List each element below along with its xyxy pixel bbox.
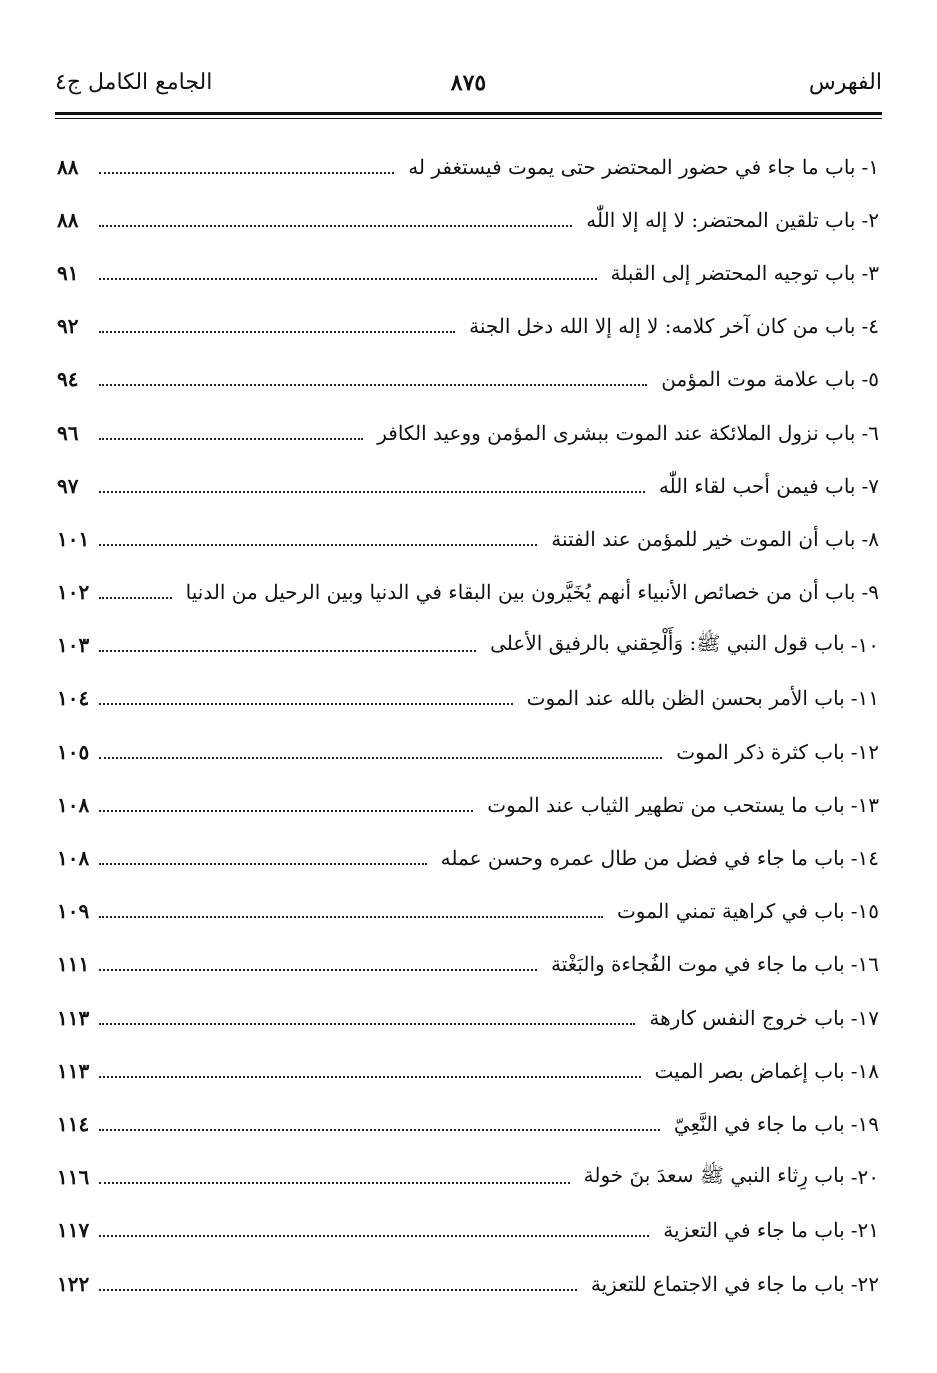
entry-page: ١٠٢ — [57, 580, 90, 605]
toc-entry — [57, 140, 879, 193]
entry-page: ٩٤ — [57, 367, 79, 392]
dot-leader — [99, 1235, 649, 1237]
entry-title: باب فيمن أحب لقاء اللّٰه — [658, 473, 856, 498]
page-header — [55, 70, 882, 106]
toc-entry — [57, 512, 879, 565]
dot-leader — [99, 278, 597, 280]
entry-number: ١١- — [850, 686, 879, 711]
page-number: ٨٧٥ — [450, 70, 487, 96]
dot-leader — [99, 863, 427, 865]
toc-entry — [57, 725, 879, 778]
entry-number: ٧- — [861, 473, 879, 498]
entry-number: ٦- — [861, 420, 879, 445]
header-rule-thick — [55, 112, 882, 115]
dot-leader — [99, 491, 645, 493]
entry-page: ٩٢ — [57, 314, 79, 339]
toc-entry — [57, 778, 879, 831]
entry-page: ١١٣ — [57, 1005, 90, 1030]
entry-number: ١٨- — [850, 1058, 879, 1083]
dot-leader — [99, 544, 537, 546]
entry-number: ١٧- — [850, 1005, 879, 1030]
dot-leader — [99, 172, 394, 174]
dot-leader — [99, 1129, 660, 1131]
entry-page: ١٠٨ — [57, 846, 90, 871]
dot-leader — [99, 703, 513, 705]
toc-entry — [57, 406, 879, 459]
toc-entry — [57, 885, 879, 938]
dot-leader — [99, 1182, 570, 1184]
entry-number: ١٦- — [850, 952, 879, 977]
entry-number: ١٠- — [850, 633, 879, 658]
toc-entry — [57, 1204, 879, 1257]
dot-leader — [99, 331, 455, 333]
toc-entry — [57, 831, 879, 884]
entry-number: ١٢- — [850, 739, 879, 764]
toc-entry — [57, 246, 879, 299]
table-of-contents — [57, 140, 879, 1310]
entry-title: باب كثرة ذكر الموت — [676, 739, 845, 764]
entry-number: ٢- — [861, 207, 879, 232]
entry-title: باب الأمر بحسن الظن بالله عند الموت — [526, 686, 845, 711]
entry-title: باب ما جاء في حضور المحتضر حتى يموت فيستغفر له — [408, 154, 856, 179]
entry-title: باب ما يستحب من تطهير الثياب عند الموت — [487, 792, 845, 817]
entry-title: باب إغماض بصر الميت — [654, 1058, 845, 1083]
entry-page: ١١٤ — [57, 1111, 90, 1136]
book-title: الجامع الكامل ج٤ — [55, 70, 213, 95]
toc-entry — [57, 300, 879, 353]
entry-title: باب ما جاء في فضل من طال عمره وحسن عمله — [440, 846, 845, 871]
entry-page: ٩٧ — [57, 473, 79, 498]
entry-page: ١٠٥ — [57, 739, 90, 764]
toc-entry — [57, 566, 879, 619]
entry-title: باب ما جاء في التعزية — [663, 1218, 845, 1243]
entry-title: باب في كراهية تمني الموت — [616, 899, 845, 924]
dot-leader — [99, 757, 662, 759]
dot-leader — [99, 225, 572, 227]
dot-leader — [99, 810, 473, 812]
entry-number: ١٤- — [850, 846, 879, 871]
entry-title: باب أن من خصائص الأنبياء أنهم يُخَيَّرون بين البقاء في الدنيا وبين الرحيل من الدنيا — [185, 580, 856, 605]
entry-title: باب توجيه المحتضر إلى القبلة — [610, 260, 856, 285]
dot-leader — [99, 650, 476, 652]
entry-title: باب من كان آخر كلامه: لا إله إلا الله دخل الجنة — [469, 314, 856, 339]
entry-title: باب ما جاء في النَّعِيّ — [673, 1111, 845, 1136]
entry-number: ٣- — [861, 260, 879, 285]
toc-entry — [57, 1151, 879, 1204]
dot-leader — [99, 384, 647, 386]
entry-number: ٤- — [861, 314, 879, 339]
entry-number: ١٥- — [850, 899, 879, 924]
dot-leader — [99, 438, 363, 440]
toc-entry — [57, 459, 879, 512]
dot-leader — [99, 1023, 635, 1025]
dot-leader — [99, 916, 603, 918]
entry-page: ١٠٩ — [57, 899, 90, 924]
entry-page: ١٠٤ — [57, 686, 90, 711]
entry-number: ٥- — [861, 367, 879, 392]
entry-page: ١٠٨ — [57, 792, 90, 817]
entry-number: ١٩- — [850, 1111, 879, 1136]
header-rule-thin — [55, 118, 882, 119]
toc-entry — [57, 991, 879, 1044]
entry-page: ١١٣ — [57, 1058, 90, 1083]
toc-entry — [57, 193, 879, 246]
entry-page: ٨٨ — [57, 207, 79, 232]
entry-page: ١٠١ — [57, 526, 90, 551]
entry-title: باب رِثاء النبي ﷺ سعدَ بنَ خولة — [583, 1162, 845, 1187]
entry-page: ١٢٢ — [57, 1271, 90, 1296]
entry-number: ٢١- — [850, 1218, 879, 1243]
entry-number: ٩- — [861, 580, 879, 605]
entry-page: ١١١ — [57, 952, 90, 977]
dot-leader — [99, 1289, 577, 1291]
dot-leader — [99, 1076, 641, 1078]
entry-number: ٢٢- — [850, 1271, 879, 1296]
dot-leader — [99, 969, 537, 971]
toc-entry — [57, 1044, 879, 1097]
toc-entry — [57, 619, 879, 672]
entry-page: ٨٨ — [57, 154, 79, 179]
toc-entry — [57, 1097, 879, 1150]
entry-page: ٩١ — [57, 260, 79, 285]
entry-title: باب تلقين المحتضر: لا إله إلا اللّٰه — [586, 207, 856, 232]
entry-title: باب نزول الملائكة عند الموت ببشرى المؤمن ووعيد الكافر — [377, 420, 856, 445]
entry-title: باب أن الموت خير للمؤمن عند الفتنة — [551, 526, 856, 551]
entry-page: ١٠٣ — [57, 633, 90, 658]
entry-page: ١١٦ — [57, 1165, 90, 1190]
section-title: الفهرس — [808, 70, 882, 95]
entry-page: ١١٧ — [57, 1218, 90, 1243]
entry-title: باب علامة موت المؤمن — [661, 367, 856, 392]
entry-number: ٨- — [861, 526, 879, 551]
entry-title: باب ما جاء في الاجتماع للتعزية — [590, 1271, 845, 1296]
entry-number: ١- — [861, 154, 879, 179]
toc-entry — [57, 672, 879, 725]
entry-number: ٢٠- — [850, 1165, 879, 1190]
toc-entry — [57, 353, 879, 406]
entry-page: ٩٦ — [57, 420, 79, 445]
entry-title: باب خروج النفس كارهة — [649, 1005, 845, 1030]
entry-title: باب ما جاء في موت الفُجاءة والبَغْتة — [550, 952, 845, 977]
toc-entry — [57, 1257, 879, 1310]
entry-number: ١٣- — [850, 792, 879, 817]
entry-title: باب قول النبي ﷺ: وَأَلْحِقني بالرفيق الأعلى — [490, 630, 845, 655]
dot-leader — [99, 597, 172, 599]
toc-entry — [57, 938, 879, 991]
